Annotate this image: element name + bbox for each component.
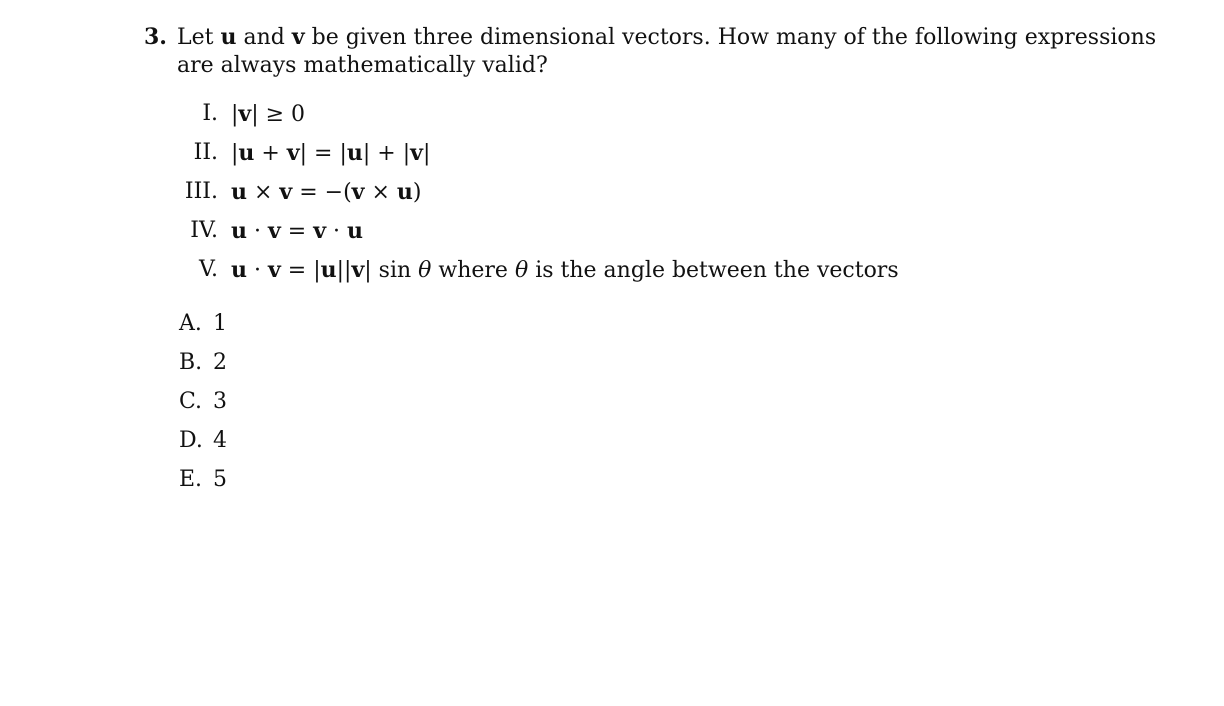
statement-item xyxy=(0,140,1224,172)
math-text: · xyxy=(326,219,347,244)
vector-symbol: u xyxy=(231,179,247,205)
choice-letter: C. xyxy=(179,389,203,414)
math-text: ) xyxy=(412,180,422,205)
vector-symbol: v xyxy=(286,140,300,166)
answer-choice xyxy=(0,350,1224,382)
statement-numeral: I. xyxy=(202,101,218,126)
question-text-prefix: Let xyxy=(177,25,221,50)
statement-numeral: V. xyxy=(198,257,218,282)
math-text: | sin xyxy=(364,258,419,283)
math-text: = −( xyxy=(292,180,352,205)
vector-symbol: v xyxy=(279,179,293,205)
choice-value: 1 xyxy=(213,311,227,336)
vector-v: v xyxy=(291,24,305,50)
choice-value: 2 xyxy=(213,350,227,375)
math-text: · xyxy=(247,258,268,283)
question-number: 3. xyxy=(144,24,167,50)
vector-symbol: u xyxy=(231,257,247,283)
vector-symbol: v xyxy=(351,179,365,205)
vector-symbol: v xyxy=(410,140,423,166)
vector-symbol: u xyxy=(346,218,363,244)
statement-expression xyxy=(231,257,899,283)
choice-letter: E. xyxy=(179,467,203,492)
choice-letter: D. xyxy=(179,428,203,453)
math-text: is the angle between the vectors xyxy=(528,258,899,283)
question-text-line2: are always mathematically valid? xyxy=(177,53,548,78)
math-text: = xyxy=(280,219,314,244)
statement-expression xyxy=(231,140,430,166)
math-text: × xyxy=(247,180,280,205)
answer-choice xyxy=(0,428,1224,460)
statement-numeral: IV. xyxy=(190,218,218,243)
choice-value: 3 xyxy=(213,389,227,414)
question-text-suffix: be given three dimensional vectors. How many of the following expressions xyxy=(304,25,1157,50)
vector-symbol: u xyxy=(320,257,337,283)
math-text: = | xyxy=(280,258,321,283)
vector-symbol: v xyxy=(267,218,281,244)
choice-value: 4 xyxy=(213,428,227,453)
statement-item xyxy=(0,179,1224,211)
math-text: | xyxy=(231,102,239,127)
answer-choice xyxy=(0,467,1224,499)
variable-symbol: θ xyxy=(514,258,529,283)
statement-item xyxy=(0,257,1224,289)
statement-numeral: III. xyxy=(184,179,218,204)
question-text-line1 xyxy=(177,24,1156,50)
choice-letter: A. xyxy=(179,311,202,336)
vector-symbol: v xyxy=(267,257,281,283)
math-text: | + | xyxy=(362,141,411,166)
vector-symbol: v xyxy=(351,257,365,283)
statement-item xyxy=(0,218,1224,250)
vector-symbol: u xyxy=(346,140,363,166)
question-text-and: and xyxy=(236,25,292,50)
math-text: | = | xyxy=(299,141,347,166)
statement-expression xyxy=(231,179,421,205)
math-text: || xyxy=(336,258,352,283)
variable-symbol: θ xyxy=(418,258,432,283)
statement-expression xyxy=(231,218,363,244)
vector-symbol: v xyxy=(313,218,326,244)
statement-expression xyxy=(231,101,305,127)
math-text: · xyxy=(247,219,268,244)
math-text: + xyxy=(254,141,287,166)
vector-symbol: v xyxy=(238,101,252,127)
vector-symbol: u xyxy=(396,179,413,205)
math-text: | xyxy=(422,141,431,166)
answer-choice xyxy=(0,389,1224,421)
vector-u: u xyxy=(220,24,237,50)
vector-symbol: u xyxy=(231,218,247,244)
statement-numeral: II. xyxy=(193,140,218,165)
answer-choice xyxy=(0,311,1224,343)
math-text: × xyxy=(364,180,397,205)
vector-symbol: u xyxy=(238,140,255,166)
choice-letter: B. xyxy=(179,350,203,375)
math-text: | xyxy=(231,141,239,166)
math-text: where xyxy=(431,258,515,283)
statement-item xyxy=(0,101,1224,133)
choice-value: 5 xyxy=(213,467,227,492)
math-text: | ≥ 0 xyxy=(251,102,306,127)
